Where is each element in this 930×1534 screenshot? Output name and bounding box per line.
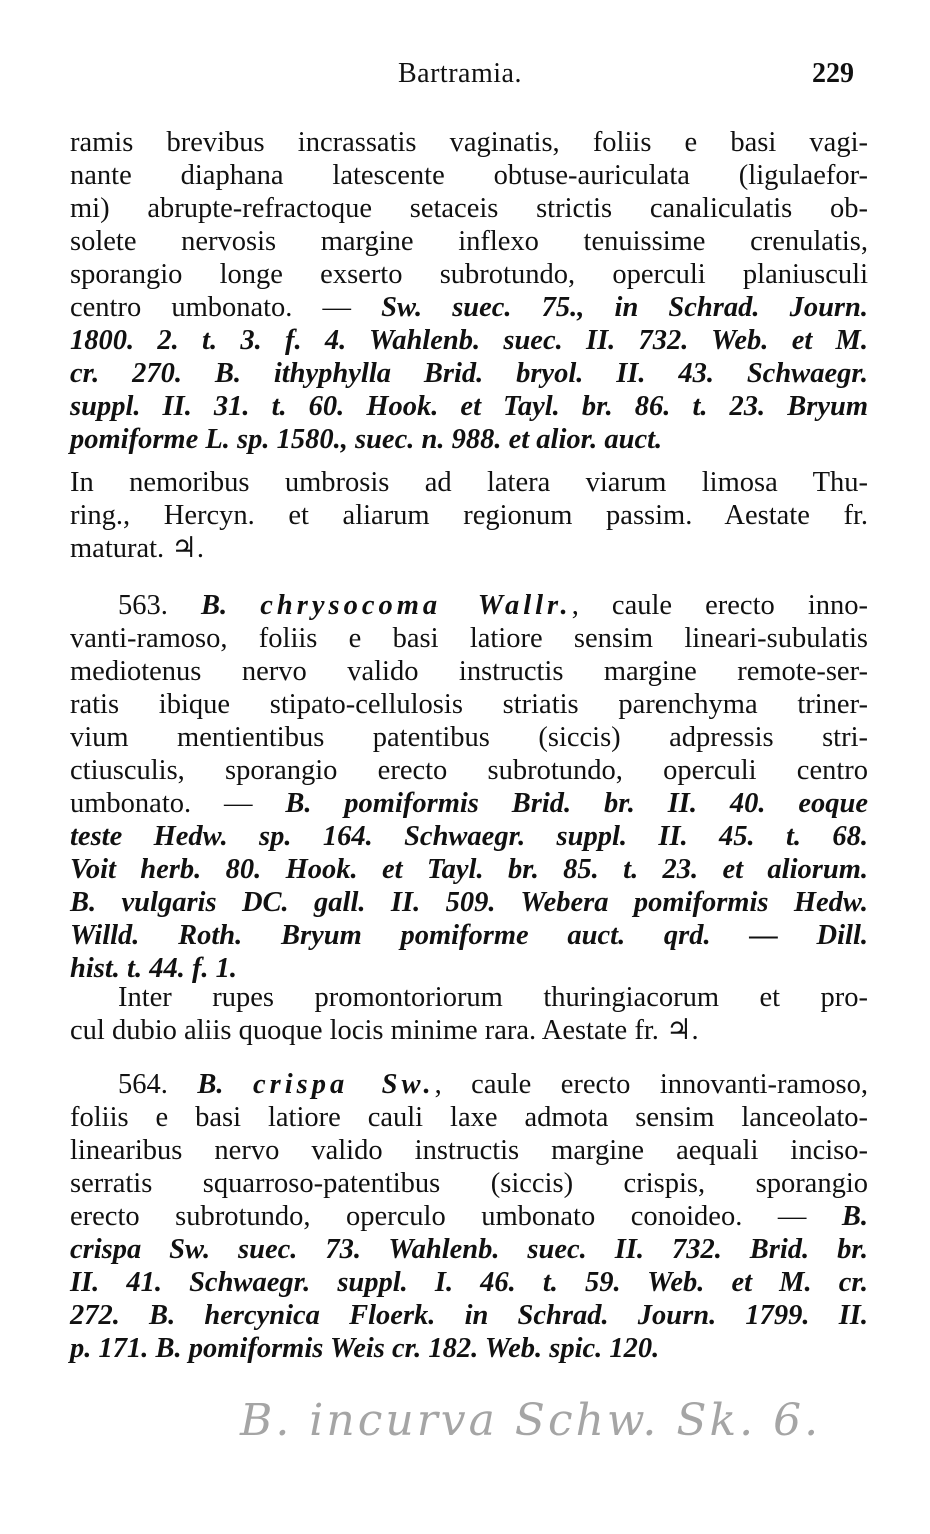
italic-citation-text: cr. 270. B. ithyphylla Brid. bryol. II. 43. Schwaegr.	[70, 358, 868, 389]
text-line	[70, 1134, 868, 1167]
page-number: 229	[812, 58, 854, 89]
text-line	[70, 1014, 868, 1047]
text-line	[70, 820, 868, 853]
text-segment: solete nervosis margine inflexo tenuissime crenulatis,	[70, 226, 868, 257]
text-line	[70, 499, 868, 532]
paragraph-habitat-2	[70, 981, 868, 1047]
italic-citation-text: B.	[841, 1201, 868, 1232]
text-line	[70, 466, 868, 499]
text-line	[70, 126, 868, 159]
text-line	[70, 357, 868, 390]
text-segment: cul dubio aliis quoque locis minime rara. Aestate fr. ♃.	[70, 1015, 699, 1046]
page-header	[0, 58, 930, 98]
italic-citation-text: B. pomiformis Brid. br. II. 40. eoque	[285, 788, 868, 819]
italic-citation-text: B.	[197, 1069, 253, 1100]
text-line	[70, 688, 868, 721]
text-segment: umbonato. —	[70, 788, 286, 819]
text-line	[70, 1266, 868, 1299]
text-line	[70, 853, 868, 886]
text-segment: ramis brevibus incrassatis vaginatis, foliis e basi vagi-	[70, 127, 868, 158]
italic-citation-text: crispa Sw. suec. 73. Wahlenb. suec. II. 732. Brid. br.	[70, 1234, 868, 1265]
text-line	[70, 919, 868, 952]
running-title: Bartramia.	[398, 58, 522, 89]
text-segment: ctiusculis, sporangio erecto subrotundo, operculi centro	[70, 755, 868, 786]
text-line	[70, 787, 868, 820]
text-segment: Inter rupes promontoriorum thuringiacorum et pro-	[118, 982, 868, 1013]
italic-citation-text: chrysocoma Wallr.	[260, 590, 572, 621]
text-line	[70, 258, 868, 291]
text-segment: 564.	[118, 1069, 198, 1100]
text-line	[70, 225, 868, 258]
text-segment: In nemoribus umbrosis ad latera viarum limosa Thu-	[70, 467, 868, 498]
italic-citation-text: II. 41. Schwaegr. suppl. I. 46. t. 59. Web. et M. cr.	[70, 1267, 868, 1298]
paragraph-species-564	[70, 1068, 868, 1365]
text-line	[70, 886, 868, 919]
text-line	[70, 1332, 868, 1365]
text-line	[70, 754, 868, 787]
text-segment: ring., Hercyn. et aliarum regionum passim. Aestate fr.	[70, 500, 868, 531]
text-line	[70, 532, 868, 565]
text-segment: serratis squarroso-patentibus (siccis) crispis, sporangio	[70, 1168, 868, 1199]
text-segment: 563.	[118, 590, 201, 621]
text-line	[70, 1233, 868, 1266]
italic-citation-text: Voit herb. 80. Hook. et Tayl. br. 85. t. 23. et aliorum.	[70, 854, 868, 885]
text-segment: maturat. ♃.	[70, 533, 204, 564]
text-line	[70, 390, 868, 423]
paragraph-description-continued	[70, 126, 868, 456]
text-line	[70, 655, 868, 688]
text-line	[70, 589, 868, 622]
italic-citation-text: crispa Sw.	[252, 1069, 435, 1100]
text-segment: ratis ibique stipato-cellulosis striatis parenchyma triner-	[70, 689, 868, 720]
italic-citation-text: suppl. II. 31. t. 60. Hook. et Tayl. br. 86. t. 23. Bryum	[70, 391, 868, 422]
italic-citation-text: B. vulgaris DC. gall. II. 509. Webera pomiformis Hedw.	[70, 887, 868, 918]
text-line	[70, 721, 868, 754]
text-segment: mediotenus nervo valido instructis margine remote-ser-	[70, 656, 868, 687]
italic-citation-text: p. 171. B. pomiformis Weis cr. 182. Web. spic. 120.	[70, 1333, 660, 1364]
text-segment: sporangio longe exserto subrotundo, operculi planiusculi	[70, 259, 868, 290]
text-line	[70, 1200, 868, 1233]
text-segment: vium mentientibus patentibus (siccis) adpressis stri-	[70, 722, 868, 753]
text-line	[70, 192, 868, 225]
italic-citation-text: 1800. 2. t. 3. f. 4. Wahlenb. suec. II. 732. Web. et M.	[70, 325, 868, 356]
text-segment: erecto subrotundo, operculo umbonato conoideo. —	[70, 1201, 842, 1232]
italic-citation-text: pomiforme L. sp. 1580., suec. n. 988. et alior. auct.	[70, 424, 663, 455]
italic-citation-text: teste Hedw. sp. 164. Schwaegr. suppl. II. 45. t. 68.	[70, 821, 868, 852]
text-segment: linearibus nervo valido instructis margine aequali inciso-	[70, 1135, 868, 1166]
italic-citation-text: Sw. suec. 75., in Schrad. Journ.	[381, 292, 868, 323]
text-segment: vanti-ramoso, foliis e basi latiore sensim lineari-subulatis	[70, 623, 868, 654]
italic-citation-text: 272. B. hercynica Floerk. in Schrad. Journ. 1799. II.	[70, 1300, 868, 1331]
text-segment: , caule erecto inno-	[571, 590, 869, 621]
handwritten-note: B. incurva Schw. Sk. 6.	[240, 1395, 822, 1446]
text-segment: centro umbonato. —	[70, 292, 382, 323]
text-line	[70, 622, 868, 655]
text-segment: foliis e basi latiore cauli laxe admota sensim lanceolato-	[70, 1102, 868, 1133]
text-segment: , caule erecto innovanti-ramoso,	[434, 1069, 868, 1100]
text-segment: mi) abrupte-refractoque setaceis strictis canaliculatis ob-	[70, 193, 868, 224]
text-line	[70, 1101, 868, 1134]
text-line	[70, 159, 868, 192]
text-line	[70, 981, 868, 1014]
paragraph-species-563	[70, 589, 868, 985]
italic-citation-text: hist. t. 44. f. 1.	[70, 953, 238, 984]
text-line	[70, 324, 868, 357]
text-line	[70, 1299, 868, 1332]
text-line	[70, 423, 868, 456]
text-line	[70, 1068, 868, 1101]
paragraph-habitat-1	[70, 466, 868, 565]
italic-citation-text: B.	[200, 590, 261, 621]
text-line	[70, 1167, 868, 1200]
italic-citation-text: Willd. Roth. Bryum pomiforme auct. qrd. — Dill.	[70, 920, 868, 951]
text-line	[70, 291, 868, 324]
text-segment: nante diaphana latescente obtuse-auriculata (ligulaefor-	[70, 160, 868, 191]
